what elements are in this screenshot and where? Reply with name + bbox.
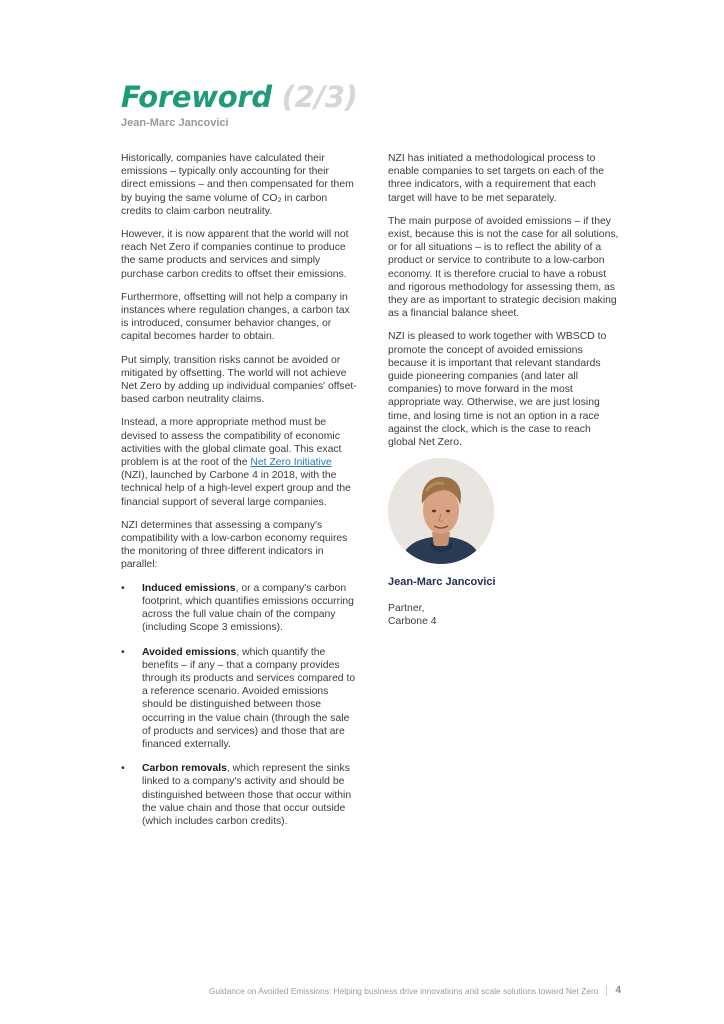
- signature-name: Jean-Marc Jancovici: [388, 576, 496, 588]
- footer-text: Guidance on Avoided Emissions: Helping business drive innovations and scale solutions toward Net Zero: [208, 985, 599, 996]
- signature-organization: Carbone 4: [388, 616, 437, 628]
- list-item: [121, 582, 357, 635]
- title-main: Foreword: [121, 80, 272, 114]
- bullet-icon: •: [121, 763, 125, 775]
- paragraph: NZI determines that assessing a company's compatibility with a low-carbon economy requires the monitoring of three different indicators in parallel:: [121, 519, 348, 571]
- author-byline: Jean-Marc Jancovici: [121, 117, 229, 129]
- page-header: [121, 80, 358, 129]
- paragraph: NZI is pleased to work together with WBSCD to promote the concept of avoided emissions because it is important that relevant standards guide pioneering companies (and later all companies) to move forward in the most appropriate way. Otherwise, we are just losing time, and losing time is not an option in a race against the clock, which is the case to reach global Net Zero.: [388, 331, 607, 449]
- bullet-icon: •: [121, 582, 125, 594]
- page-title: [121, 80, 358, 114]
- list-item: [121, 646, 357, 752]
- signature-role: [388, 602, 588, 628]
- list-item-text: , which quantify the benefits – if any – that a company provides through its products and services compared to a reference scenario. Avoided emissions should be distinguished between those occurring in the value chain (through the sale of products and services) and those that are financed externally.: [142, 646, 356, 750]
- paragraph-with-link: [121, 416, 357, 508]
- paragraph: Historically, companies have calculated their emissions – typically only accounting for their direct emissions – and then compensated for them by buying the same volume of CO₂ in carbon credits to claim carbon neutrality.: [121, 153, 354, 217]
- list-item-term: Induced emissions: [142, 582, 236, 594]
- bullet-icon: •: [121, 646, 125, 658]
- paragraph: NZI has initiated a methodological process to enable companies to set targets on each of the three indicators, with a requirement that each target will have to be met separately.: [388, 153, 605, 204]
- paragraph: However, it is now apparent that the world will not reach Net Zero if companies continue to produce the same products and services and simply purchase carbon credits to offset their emissions.: [121, 229, 349, 280]
- page-number: 4: [615, 985, 621, 996]
- list-item-text: , or a company's carbon footprint, which quantifies emissions occurring across the full value chain of the company (including Scope 3 emissions).: [142, 582, 354, 634]
- signature-title: Partner,: [388, 603, 425, 614]
- left-column: [121, 152, 357, 839]
- right-column: [388, 152, 620, 459]
- author-portrait: [388, 458, 494, 564]
- list-item: [121, 762, 357, 828]
- paragraph: The main purpose of avoided emissions – if they exist, because this is not the case for all solutions, or for all situations – is to reflect the ability of a product or service to contribute to a low-carbon economy. It is therefore crucial to have a robust and rigorous methodology for assessing them, as they are as important to strategic decision making as a financial balance sheet.: [388, 215, 619, 320]
- list-item-term: Avoided emissions: [142, 646, 237, 658]
- paragraph-text: (NZI), launched by Carbone 4 in 2018, with the technical help of a high-level expert group and the financial support of several large companies.: [121, 470, 351, 508]
- list-item-text: , which represent the sinks linked to a company's activity and should be distinguished between those that occur within the value chain and those that occur outside (which includes carbon credits).: [142, 763, 352, 827]
- footer-divider: [606, 985, 607, 996]
- page-footer: [209, 985, 621, 996]
- paragraph: Furthermore, offsetting will not help a company in instances where regulation changes, a carbon tax is introduced, consumer behavior changes, or capital becomes harder to obtain.: [121, 291, 350, 343]
- paragraph: Put simply, transition risks cannot be avoided or mitigated by offsetting. The world will not achieve Net Zero by adding up individual companies' offset-based carbon neutrality claims.: [121, 354, 357, 406]
- list-item-term: Carbon removals: [142, 763, 227, 775]
- title-part-indicator: (2/3): [281, 80, 358, 114]
- paragraph-text: Instead, a more appropriate method must be devised to assess the compatibility of economic activities with the global climate goal. This exact problem is at the root of the: [121, 417, 342, 469]
- portrait-illustration: [388, 458, 494, 564]
- net-zero-initiative-link[interactable]: Net Zero Initiative: [250, 457, 332, 469]
- indicator-list: [121, 582, 357, 828]
